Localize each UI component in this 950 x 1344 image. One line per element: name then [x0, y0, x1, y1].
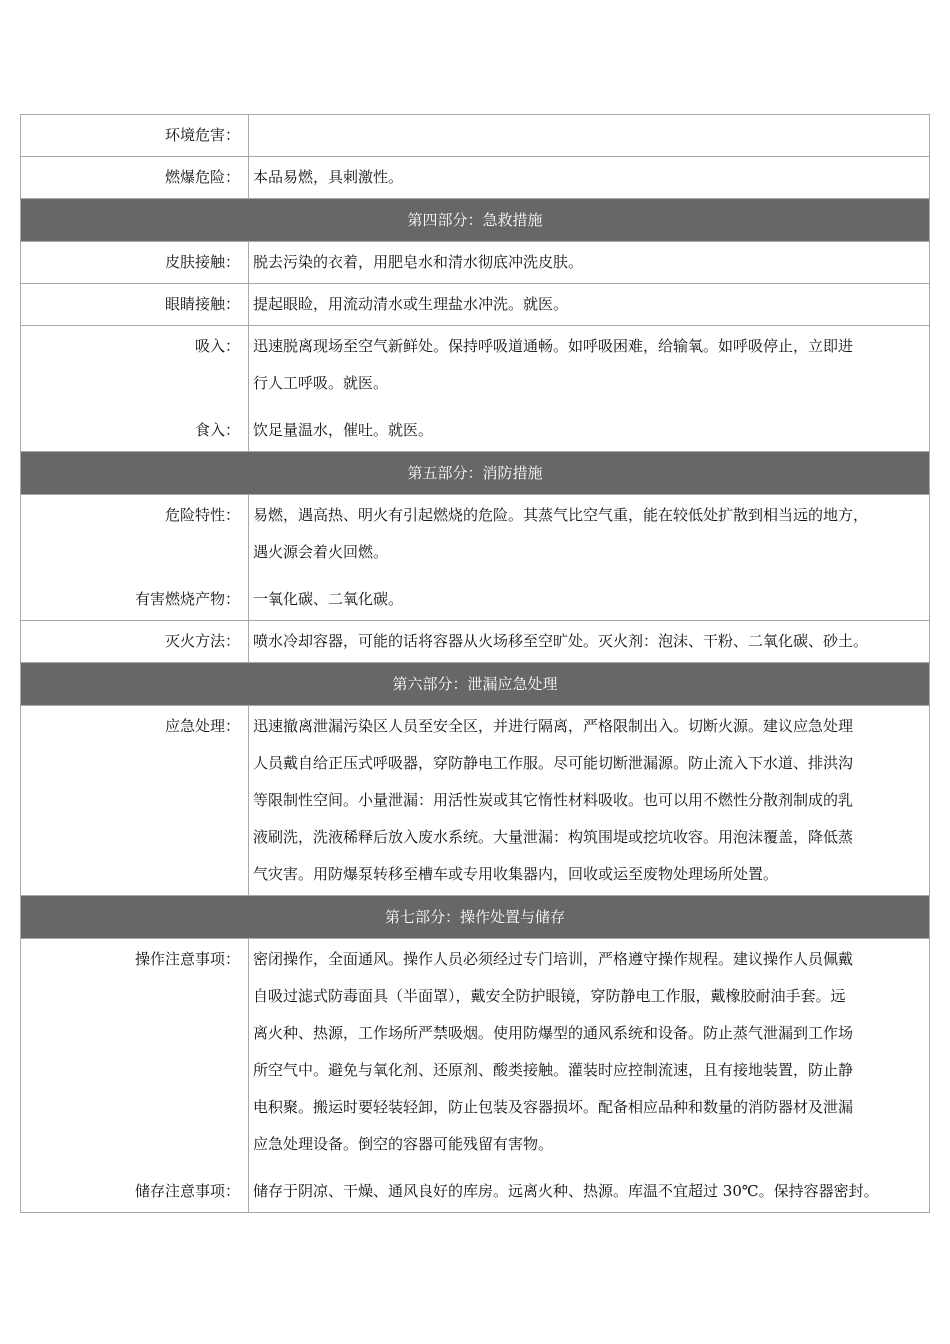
label-cell: [21, 157, 249, 199]
field-value-line: 本品易燃，具刺激性。: [253, 168, 404, 186]
field-label: 操作注意事项：: [134, 950, 240, 968]
label-cell: [21, 621, 249, 663]
field-value-line: 自吸过滤式防毒面具（半面罩），戴安全防护眼镜，穿防静电工作服，戴橡胶耐油手套。远: [253, 987, 846, 1005]
table-row: [21, 284, 930, 326]
label-spacer: [21, 1089, 248, 1126]
field-value-line: 易燃，遇高热、明火有引起燃烧的危险。其蒸气比空气重，能在较低处扩散到相当远的地方，: [253, 506, 869, 524]
label-cell: [21, 284, 249, 326]
label-cell: [21, 706, 249, 896]
section-header-row: [21, 896, 930, 939]
section-header-row: [21, 452, 930, 495]
label-cell: [21, 939, 249, 1213]
label-spacer: [21, 1052, 248, 1089]
label-spacer: [21, 534, 248, 571]
value-cell: [249, 284, 930, 326]
section-header: 第六部分：泄漏应急处理: [21, 663, 930, 706]
table-row: [21, 939, 930, 1213]
section-header: 第七部分：操作处置与储存: [21, 896, 930, 939]
value-cell: [249, 495, 930, 621]
field-value-line: 提起眼睑，用流动清水或生理盐水冲洗。就医。: [253, 295, 569, 313]
table-row: [21, 621, 930, 663]
field-value-line: 液刷洗，洗液稀释后放入废水系统。大量泄漏：构筑围堤或挖坑收容。用泡沫覆盖，降低蒸: [253, 828, 854, 846]
field-value-line: [249, 117, 929, 154]
label-spacer: [21, 1126, 248, 1163]
field-value-line: 离火种、热源，工作场所严禁吸烟。使用防爆型的通风系统和设备。防止蒸气泄漏到工作场: [253, 1024, 854, 1042]
field-value-line: 迅速撤离泄漏污染区人员至安全区，并进行隔离，严格限制出入。切断火源。建议应急处理: [253, 717, 854, 735]
section-header: 第四部分：急救措施: [21, 199, 930, 242]
table-row: [21, 157, 930, 199]
field-label: 皮肤接触：: [164, 253, 240, 271]
section-header-row: [21, 663, 930, 706]
value-cell: [249, 157, 930, 199]
label-cell: [21, 115, 249, 157]
field-label: 灭火方法：: [164, 632, 240, 650]
field-label: 眼睛接触：: [164, 295, 240, 313]
msds-table: [20, 114, 930, 1213]
field-label: 燃爆危险：: [164, 168, 240, 186]
section-header: 第五部分：消防措施: [21, 452, 930, 495]
field-label: 应急处理：: [164, 717, 240, 735]
field-value-line: 喷水冷却容器，可能的话将容器从火场移至空旷处。灭火剂：泡沫、干粉、二氧化碳、砂土。: [253, 632, 869, 650]
field-value-line: 饮足量温水，催吐。就医。: [253, 421, 434, 439]
label-spacer: [21, 1015, 248, 1052]
field-value-line: 迅速脱离现场至空气新鲜处。保持呼吸道通畅。如呼吸困难，给输氧。如呼吸停止，立即进: [253, 337, 854, 355]
field-value-line: 应急处理设备。倒空的容器可能残留有害物。: [253, 1135, 554, 1153]
label-spacer: [21, 978, 248, 1015]
label-spacer: [21, 782, 248, 819]
field-value-line: 等限制性空间。小量泄漏：用活性炭或其它惰性材料吸收。也可以用不燃性分散剂制成的乳: [253, 791, 854, 809]
label-cell: [21, 495, 249, 621]
field-value-line: 储存于阴凉、干燥、通风良好的库房。远离火种、热源。库温不宜超过 30℃。保持容器密封。: [253, 1182, 879, 1200]
field-value-line: 密闭操作，全面通风。操作人员必须经过专门培训，严格遵守操作规程。建议操作人员佩戴: [253, 950, 854, 968]
field-label: 危险特性：: [164, 506, 240, 524]
table-row: [21, 706, 930, 896]
value-cell: [249, 706, 930, 896]
table-row: [21, 115, 930, 157]
field-label: 储存注意事项：: [134, 1182, 240, 1200]
table-row: [21, 326, 930, 452]
field-label: 环境危害：: [164, 126, 240, 144]
field-value-line: 所空气中。避免与氧化剂、还原剂、酸类接触。灌装时应控制流速，且有接地装置，防止静: [253, 1061, 854, 1079]
field-value-line: 电积聚。搬运时要轻装轻卸，防止包装及容器损坏。配备相应品种和数量的消防器材及泄漏: [253, 1098, 854, 1116]
value-cell: [249, 939, 930, 1213]
value-cell: [249, 115, 930, 157]
value-cell: [249, 242, 930, 284]
field-label: 吸入：: [194, 337, 240, 355]
field-label: 有害燃烧产物：: [134, 590, 240, 608]
label-spacer: [21, 819, 248, 856]
table-row: [21, 495, 930, 621]
value-cell: [249, 326, 930, 452]
section-header-row: [21, 199, 930, 242]
value-cell: [249, 621, 930, 663]
field-value-line: 人员戴自给正压式呼吸器，穿防静电工作服。尽可能切断泄漏源。防止流入下水道、排洪沟: [253, 754, 854, 772]
label-spacer: [21, 365, 248, 402]
field-value-line: 遇火源会着火回燃。: [253, 543, 389, 561]
field-label: 食入：: [194, 421, 240, 439]
field-value-line: 行人工呼吸。就医。: [253, 374, 389, 392]
field-value-line: 一氧化碳、二氧化碳。: [253, 590, 404, 608]
table-row: [21, 242, 930, 284]
label-cell: [21, 326, 249, 452]
field-value-line: 脱去污染的衣着，用肥皂水和清水彻底冲洗皮肤。: [253, 253, 584, 271]
label-spacer: [21, 856, 248, 893]
label-cell: [21, 242, 249, 284]
field-value-line: 气灾害。用防爆泵转移至槽车或专用收集器内，回收或运至废物处理场所处置。: [253, 865, 779, 883]
label-spacer: [21, 745, 248, 782]
